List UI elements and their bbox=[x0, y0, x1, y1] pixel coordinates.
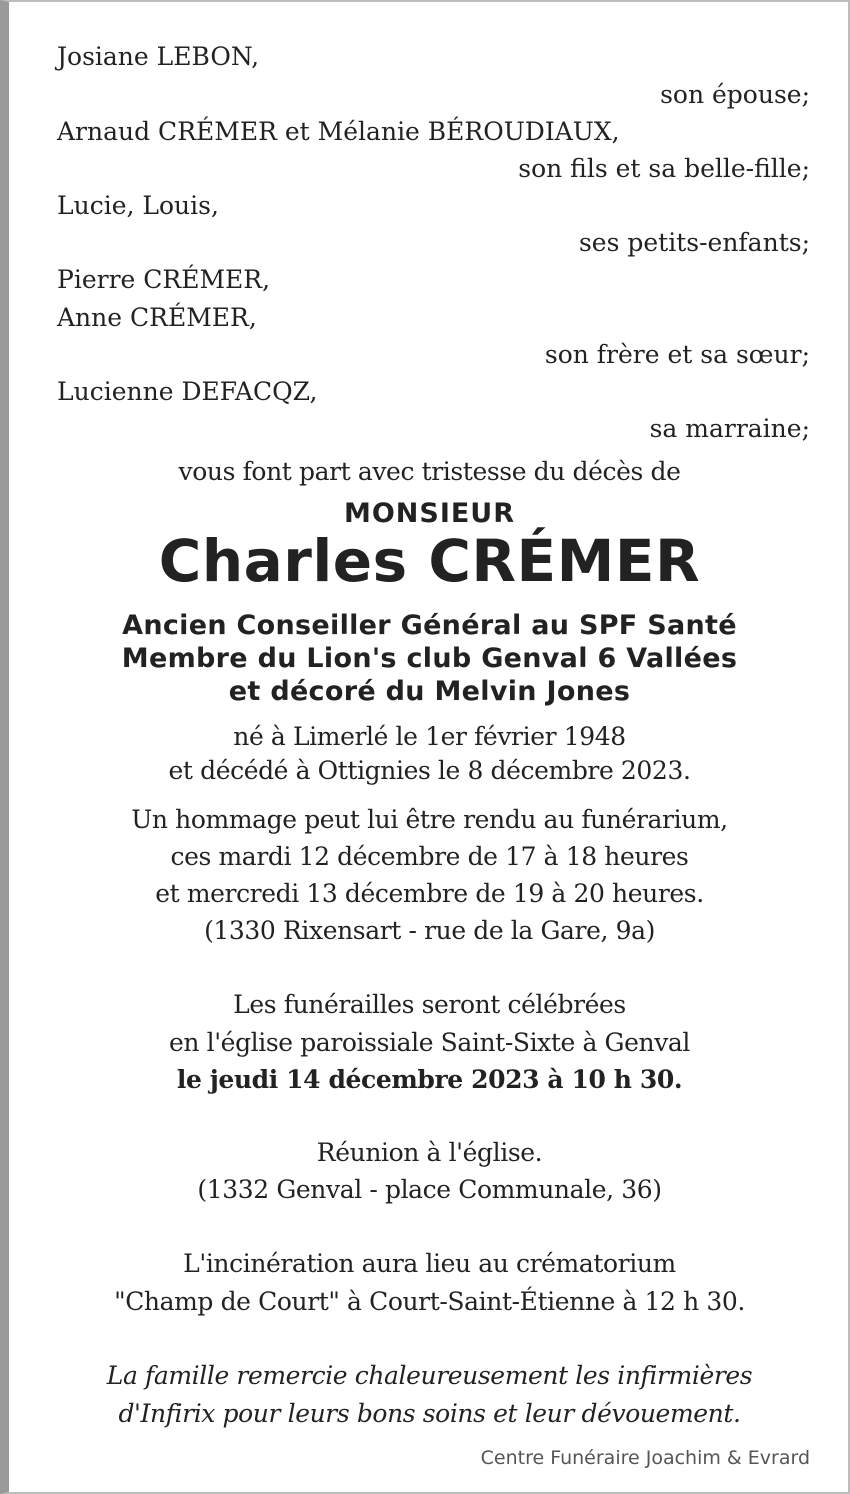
tribute-line: et mercredi 13 décembre de 19 à 20 heures. bbox=[155, 879, 704, 908]
tribute-line: Un hommage peut lui être rendu au funérarium, bbox=[131, 805, 728, 834]
family-relation: son fils et sa belle-fille; bbox=[518, 154, 810, 183]
family-name: Josiane LEBON, bbox=[57, 42, 260, 71]
family-name: Anne CRÉMER, bbox=[57, 303, 257, 332]
funeral-home-signature: Centre Funéraire Joachim & Evrard bbox=[480, 1447, 810, 1469]
function-line: Membre du Lion's club Genval 6 Vallées bbox=[121, 643, 738, 674]
thanks-line: La famille remercie chaleureusement les infirmières bbox=[106, 1361, 753, 1390]
funeral-date: le jeudi 14 décembre 2023 à 10 h 30. bbox=[176, 1065, 683, 1094]
cremation-line: "Champ de Court" à Court-Saint-Étienne à 12 h 30. bbox=[114, 1287, 745, 1316]
family-name: Arnaud CRÉMER et Mélanie BÉROUDIAUX, bbox=[57, 117, 620, 146]
family-relation: son frère et sa sœur; bbox=[544, 340, 810, 369]
function-line: Ancien Conseiller Général au SPF Santé bbox=[122, 610, 737, 641]
thanks-line: d'Infirix pour leurs bons soins et leur dévouement. bbox=[118, 1399, 741, 1428]
family-relation: son épouse; bbox=[660, 80, 810, 109]
cremation-line: L'incinération aura lieu au crématorium bbox=[183, 1249, 676, 1278]
tribute-line: ces mardi 12 décembre de 17 à 18 heures bbox=[170, 842, 689, 871]
deceased-name: Charles CRÉMER bbox=[158, 527, 701, 595]
death-info: et décédé à Ottignies le 8 décembre 2023. bbox=[168, 756, 691, 785]
meeting-address: (1332 Genval - place Communale, 36) bbox=[197, 1175, 662, 1204]
honorific-title: MONSIEUR bbox=[343, 498, 516, 529]
function-line: et décoré du Melvin Jones bbox=[228, 676, 631, 707]
tribute-address: (1330 Rixensart - rue de la Gare, 9a) bbox=[204, 916, 655, 945]
funeral-line: en l'église paroissiale Saint-Sixte à Genval bbox=[168, 1028, 691, 1057]
meeting-line: Réunion à l'église. bbox=[316, 1138, 543, 1167]
birth-info: né à Limerlé le 1er février 1948 bbox=[233, 722, 626, 751]
family-name: Lucie, Louis, bbox=[57, 191, 219, 220]
intro-text: vous font part avec tristesse du décès de bbox=[178, 457, 681, 486]
family-relation: ses petits-enfants; bbox=[578, 228, 810, 257]
funeral-line: Les funérailles seront célébrées bbox=[233, 990, 626, 1019]
family-relation: sa marraine; bbox=[649, 414, 810, 443]
family-name: Pierre CRÉMER, bbox=[57, 265, 271, 294]
family-name: Lucienne DEFACQZ, bbox=[57, 377, 318, 406]
